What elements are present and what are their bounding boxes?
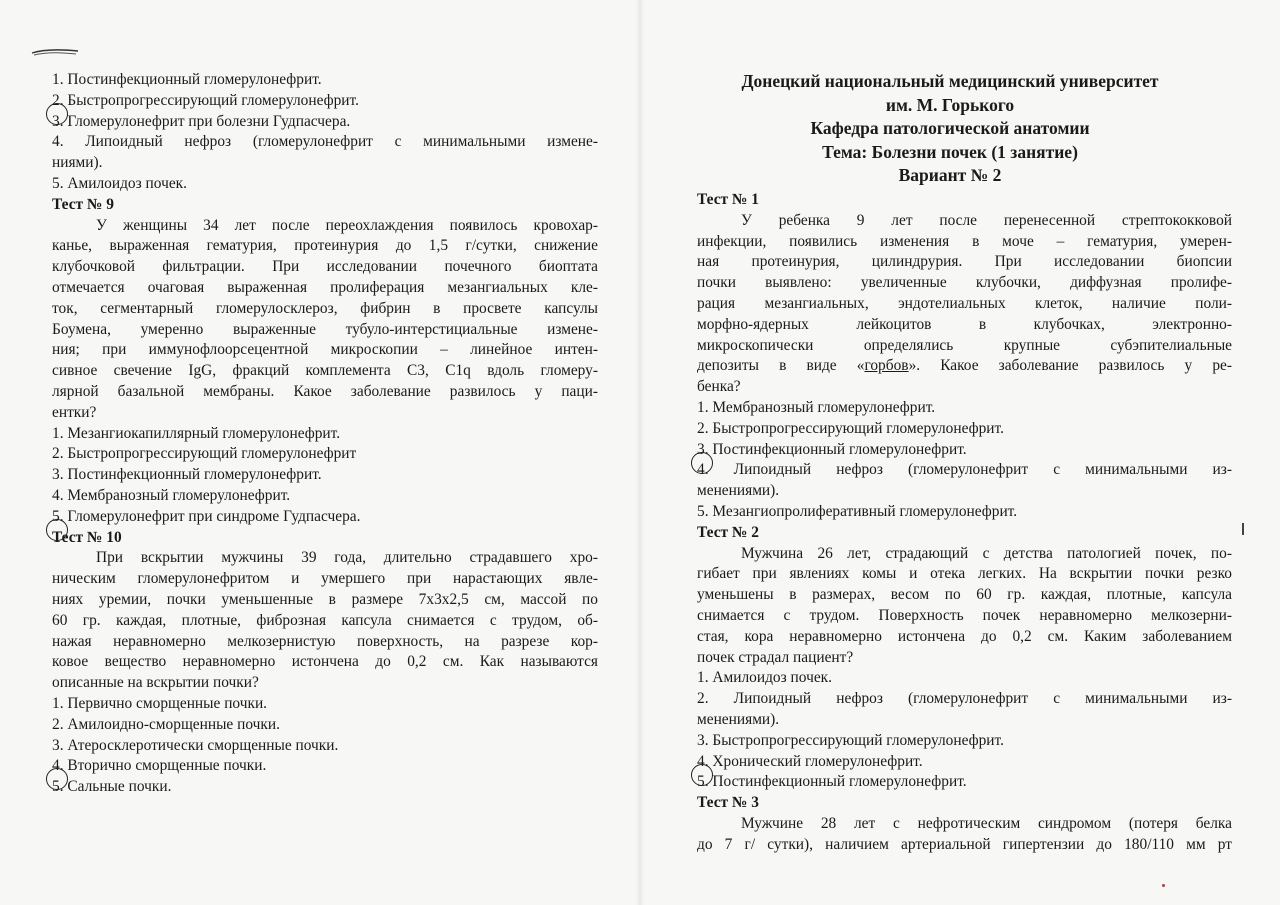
answer-option-continued: менениями). [697,482,780,500]
left-page-text [52,70,598,798]
question-text: ная протеинурия, цилиндрурия. При исследовании биопсии [697,253,1232,271]
answer-option: 3. Гломерулонефрит при болезни Гудпасчера. [52,112,351,130]
test-heading: Тест № 10 [52,528,122,546]
question-text: описанные на вскрытии почки? [52,674,259,692]
red-ink-dot [1162,884,1165,887]
question-text: рация мезангиальных, эндотелиальных клеток, наличие поли- [697,294,1232,312]
question-text: У женщины 34 лет после переохлаждения появилось кровохар- [96,216,598,234]
answer-option-circled: 4. Хронический гломерулонефрит. [697,752,923,770]
answer-option: 4. Липоидный нефроз (гломерулонефрит с минимальными из- [697,461,1232,479]
answer-option-continued: менениями). [697,710,780,728]
answer-option: 3. Быстропрогрессирующий гломерулонефрит. [697,731,1004,749]
university-name: Донецкий национальный медицинский университет [741,71,1159,91]
answer-option: 1. Мезангиокапиллярный гломерулонефрит. [52,424,341,442]
question-text: Мужчине 28 лет с нефротическим синдромом (потеря белка [741,814,1232,832]
question-text: ток, сегментарный гломерулосклероз, фибрин в просвете капсулы [52,299,598,317]
answer-option: 3. Постинфекционный гломерулонефрит. [52,466,322,484]
question-text: нажая неравномерно мелкозернистую поверхность, на разрезе кор- [52,632,598,650]
pen-tick-mark [1242,523,1244,535]
question-text: до 7 г/ сутки), наличием артериальной гипертензии до 180/110 мм рт [697,835,1232,853]
question-text: Боумена, умеренно выраженные тубуло-интерстициальные измене- [52,320,598,338]
question-text: депозиты в виде «горбов». Какое заболевание развилось у ре- [697,357,1232,375]
answer-option-continued: ниями). [52,154,103,172]
answer-option: 4. Мембранозный гломерулонефрит. [52,486,291,504]
question-text: При вскрытии мужчины 39 года, длительно страдавшего хро- [96,549,598,567]
question-text: почки выявлено: увеличенные клубочки, диффузная пролифе- [697,274,1232,292]
question-text: ковое вещество неравномерно истончена до 0,2 см. Как называются [52,653,598,671]
answer-option-circled: 3. Постинфекционный гломерулонефрит. [697,440,967,458]
department-name: Кафедра патологической анатомии [810,118,1090,138]
question-text: морфно-ядерных лейкоцитов в клубочках, электронно- [697,315,1232,333]
question-text: уменьшены в размерах, весом по 60 гр. каждая, плотные, капсула [697,586,1232,604]
answer-option: 2. Быстропрогрессирующий гломерулонефрит. [697,419,1004,437]
question-text: ническим гломерулонефритом и умершего при нарастающих явле- [52,570,598,588]
right-page-text [697,190,1232,856]
answer-option-circled: 2. Быстропрогрессирующий гломерулонефрит. [52,91,359,109]
underlined-word: горбов [864,357,909,375]
topic-title: Тема: Болезни почек (1 занятие) [822,141,1078,162]
question-text: ентки? [52,403,97,421]
answer-option: 1. Первично сморщенные почки. [52,694,268,712]
answer-option: 5. Постинфекционный гломерулонефрит. [697,773,967,791]
question-text: сивное свечение IgG, фракций комплемента С3, С1q вдоль гломеру- [52,362,598,380]
test-heading: Тест № 1 [697,191,759,208]
answer-option: 1. Мембранозный гломерулонефрит. [697,398,936,416]
answer-option: 2. Амилоидно-сморщенные почки. [52,715,280,733]
question-text: канье, выраженная гематурия, протеинурия до 1,5 г/сутки, снижение [52,237,598,255]
question-text: микроскопически определялись крупные субэпителиальные [697,336,1232,354]
answer-option: 3. Атеросклеротически сморщенные почки. [52,736,339,754]
question-text: 60 гр. каждая, плотные, фиброзная капсула снимается с трудом, об- [52,611,598,629]
answer-option: 2. Быстропрогрессирующий гломерулонефрит [52,445,357,463]
variant-label: Вариант № 2 [898,165,1002,185]
question-text: почек страдал пациент? [697,648,854,666]
question-text: Мужчина 26 лет, страдающий с детства патологией почек, по- [741,544,1232,562]
question-text: клубочковой фильтрации. При исследовании почечного биоптата [52,258,598,276]
answer-option: 1. Амилоидоз почек. [697,669,832,687]
test-heading: Тест № 2 [697,523,759,541]
test-heading: Тест № 9 [52,195,114,213]
question-text: ния; при иммунофлоорсецентной микроскопии – линейное интен- [52,341,598,359]
answer-option: 4. Липоидный нефроз (гломерулонефрит с минимальными измене- [52,133,598,151]
question-text: гибает при явлениях комы и отека легких. На вскрытии почки резко [697,565,1232,583]
question-text: бенка? [697,378,741,396]
answer-option: 1. Постинфекционный гломерулонефрит. [52,71,322,88]
question-text: ниях уремии, почки уменьшенные в размере 7х3х2,5 см, массой по [52,590,598,608]
question-text: У ребенка 9 лет после перенесенной стрептококковой [741,211,1232,229]
question-text: инфекции, появились изменения в моче – гематурия, умерен- [697,232,1232,250]
question-text: отмечается очаговая выраженная пролиферация мезангиальных кле- [52,278,598,296]
question-text: снимается с трудом. Поверхность почек неравномерно мелкозерни- [697,606,1232,624]
answer-option: 5. Амилоидоз почек. [52,174,187,192]
question-text: стая, кора неравномерно истончена до 0,2 см. Каким заболеванием [697,627,1232,645]
answer-option-circled: 4. Вторично сморщенные почки. [52,757,267,775]
answer-option-circled: 5. Гломерулонефрит при синдроме Гудпасчера. [52,507,361,525]
answer-option: 5. Сальные почки. [52,778,172,796]
pen-scribble-mark [30,44,80,58]
university-name-2: им. М. Горького [885,94,1015,115]
test-heading: Тест № 3 [697,794,759,812]
answer-option: 5. Мезангиопролиферативный гломерулонефрит. [697,502,1018,520]
answer-option: 2. Липоидный нефроз (гломерулонефрит с минимальными из- [697,690,1232,708]
question-text: лярной базальной мембраны. Какое заболевание развилось у паци- [52,382,598,400]
